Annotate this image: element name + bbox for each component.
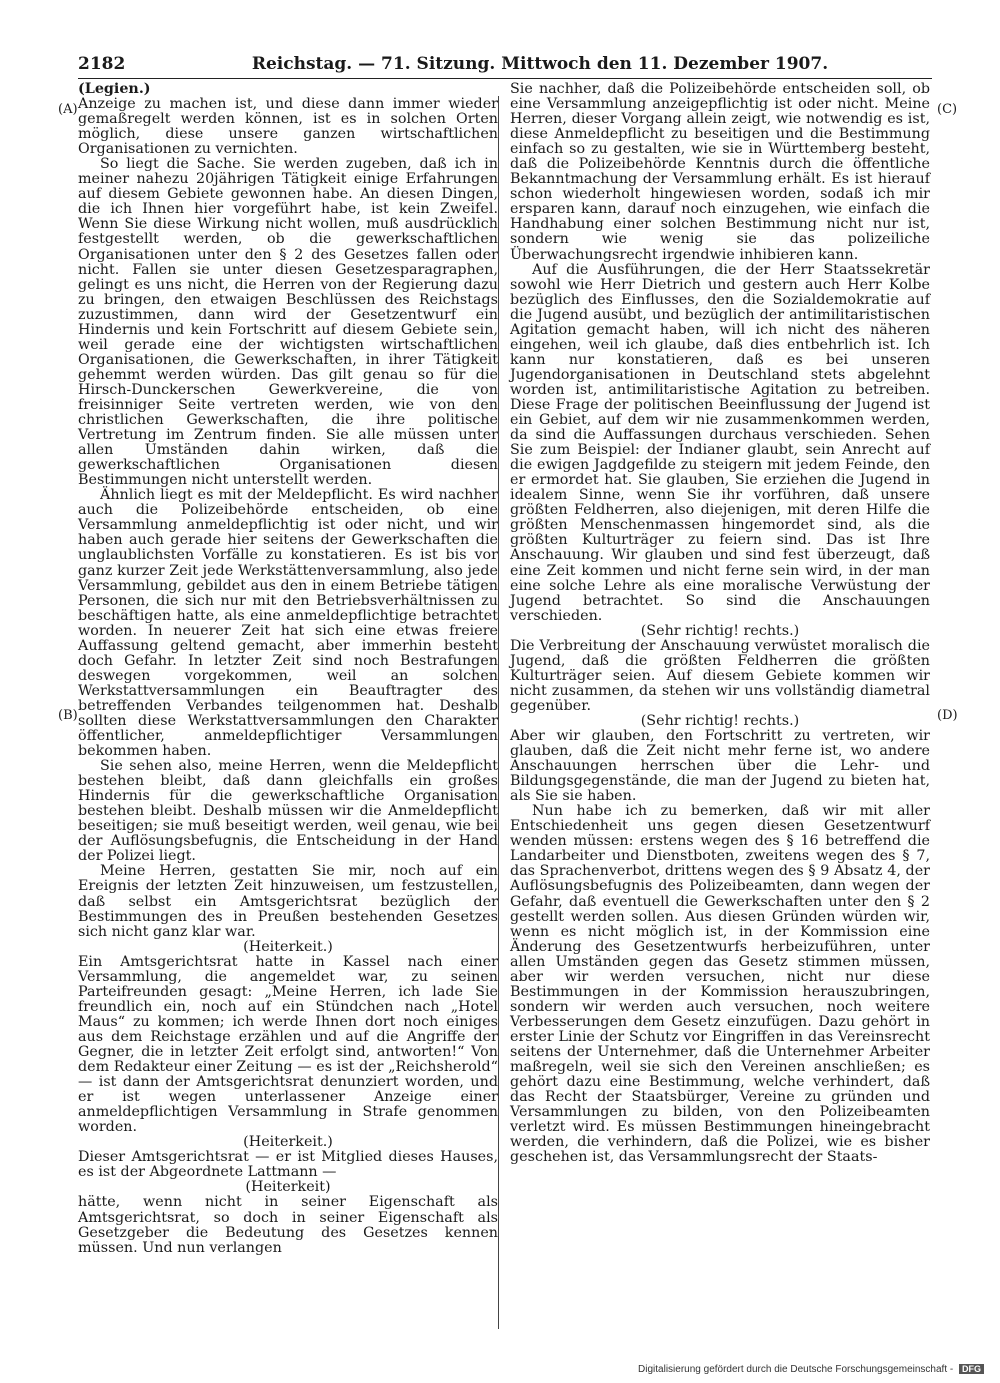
paragraph: Sie nachher, daß die Polizeibehörde entscheiden soll, ob eine Versammlung anzeigepflichtig ist oder nicht. Meine Herren, dieser Vorgang allein zeigt, wie notwendig es ist, diese Anmeldepflicht zu beseitigen und die Bestimmung einfach so zu gestalten, wie sie in Württemberg besteht, daß die Polizeibehörde Kenntnis durch die öffentliche Bekanntmachung der Versammlung erhält. Es ist hierauf schon wiederholt hingewiesen worden, sodaß ich mir ersparen kann, darauf noch einzugehen, wie einfach die Handhabung einer solchen Bestimmung nicht nur ist, sondern wie wenig sie das polizeiliche Überwachungsrecht irgendwie inhibieren kann. xyxy=(510,81,930,263)
paragraph: So liegt die Sache. Sie werden zugeben, daß ich in meiner nahezu 20jährigen Tätigkeit einige Erfahrungen auf diesem Gebiete gewonnen habe. An diesen Dingen, die ich Ihnen hier vorgeführt habe, ist kein Zweifel. Wenn Sie diese Wirkung nicht wollen, muß ausdrücklich festgestellt werden, ob die gewerkschaftlichen Organisationen unter den § 2 des Gesetzes fallen oder nicht. Fallen sie unter diesen Gesetzesparagraphen, gelingt es uns nicht, die Herren von der Regierung dazu zu bringen, den etwaigen Beschlüssen des Reichstags zuzustimmen, dann wird der Gesetzentwurf ein Hindernis und kein Fortschritt auf diesem Gebiete sein, weil gerade eine der wichtigsten wirtschaftlichen Organisationen, die Gewerkschaften, in ihrer Tätigkeit gehemmt werden würden. Das gilt genau so für die Hirsch-Dunckerschen Gewerkvereine, die von freisinniger Seite vertreten werden, wie von den christlichen Gewerkschaften, die ihre politische Vertretung im Zentrum finden. Sie alle müssen unter allen Umständen dahin wirken, daß die gewerkschaftlichen Organisationen diesen Bestimmungen nicht unterstellt werden. xyxy=(78,156,498,489)
interjection: (Sehr richtig! rechts.) xyxy=(640,712,800,729)
margin-marker-a: (A) xyxy=(58,102,78,117)
paragraph: Anzeige zu machen ist, und diese dann immer wieder gemaßregelt werden können, ist es in solchen Orten möglich, diese unsere ganzen wirtschaftlichen Organisationen zu vernichten. xyxy=(78,96,498,158)
interjection: (Heiterkeit.) xyxy=(243,1134,333,1151)
interjection: (Heiterkeit.) xyxy=(243,938,333,955)
paragraph: Dieser Amtsgerichtsrat — er ist Mitglied dieses Hauses, es ist der Abgeordnete Lattmann — xyxy=(78,1149,498,1181)
paragraph: Auf die Ausführungen, die der Herr Staatssekretär sowohl wie Herr Dietrich und gestern auch Herr Kolbe bezüglich des Einflusses, den die Sozialdemokratie auf die Jugend ausübt, und bezüglich der antimilitaristischen Agitation gemacht haben, will ich nicht des näheren eingehen, weil ich glaube, daß dies entbehrlich ist. Ich kann nur konstatieren, daß es bei unseren Jugendorganisationen in Deutschland stets abgelehnt worden ist, antimilitaristische Agitation zu betreiben. Diese Frage der politischen Beeinflussung der Jugend ist ein Gebiet, auf dem wir nie zusammenkommen werden, da sind die Auffassungen durchaus verschieden. Sehen Sie zum Beispiel: der Indianer glaubt, sein Anrecht auf die ewigen Jagdgefilde zu steigern mit jedem Feinde, den er ermordet hat. Sie glauben, Sie erziehen die Jugend in idealem Sinne, wenn Sie ihr vorführen, daß unsere größten Feldherren, also diejenigen, mit deren Hilfe die größten Menschenmassen hingemordet sind, als die größten Kulturträger zu feiern sind. Das ist Ihre Anschauung. Wir glauben und sind fest überzeugt, daß eine Zeit kommen und nicht ferne sein wird, in der man eine solche Lehre als eine moralische Verwüstung der Jugend betrachtet. So sind die Anschauungen verschieden. xyxy=(510,261,930,624)
interjection: (Heiterkeit) xyxy=(245,1179,331,1196)
page-number: 2182 xyxy=(78,54,126,74)
paragraph: hätte, wenn nicht in seiner Eigenschaft als Amtsgerichtsrat, so doch in seiner Eigenschaft als Gesetzgeber die Bedeutung des Gesetzes kennen müssen. Und nun verlangen xyxy=(78,1194,498,1256)
paragraph: Sie sehen also, meine Herren, wenn die Meldepflicht bestehen bleibt, daß dann gleichfalls ein großes Hindernis für die gewerkschaftliche Organisation bestehen bleibt. Deshalb müssen wir die Anmeldepflicht beseitigen; sie muß beseitigt werden, weil genau, wie bei der Auflösungsbefugnis, die Entscheidung in der Hand der Polizei liegt. xyxy=(78,758,498,865)
dfg-logo: DFG xyxy=(959,1364,984,1374)
paragraph: Die Verbreitung der Anschauung verwüstet moralisch die Jugend, daß die größten Feldherren die größten Kulturträger seien. Auf diesem Gebiete kommen wir nicht zusammen, da stehen wir uns vollständig diametral gegenüber. xyxy=(510,637,930,714)
paragraph: Meine Herren, gestatten Sie mir, noch auf ein Ereignis der letzten Zeit hinzuweisen, um festzustellen, daß selbst ein Amtsgerichtsrat bezüglich der Bestimmungen des in Preußen bestehenden Gesetzes sich nicht ganz klar war. xyxy=(78,863,498,940)
margin-marker-c: (C) xyxy=(937,102,958,117)
speaker-name: (Legien.) xyxy=(78,81,151,97)
margin-marker-b: (B) xyxy=(58,708,78,723)
left-column xyxy=(78,82,498,1256)
paragraph: Nun habe ich zu bemerken, daß wir mit aller Entschiedenheit uns gegen diesen Gesetzentwurf wenden müssen: erstens wegen des § 16 betreffend die Landarbeiter und Dienstboten, zweitens wegen des § 7, das Sprachenverbot, drittens wegen des § 9 Absatz 4, der Auflösungsbefugnis des Polizeibeamten, dann wegen der Gefahr, daß eventuell die Gewerkschaften unter den § 2 gestellt werden sollen. Aus diesen Gründen würden wir, wenn es nicht möglich ist, in der Kommission eine Änderung des Gesetzentwurfs herbeizuführen, unter allen Umständen gegen das Gesetz stimmen müssen, aber wir werden versuchen, nicht nur diese Bestimmungen in der Kommission herauszubringen, sondern wir werden auch versuchen, noch weitere Verbesserungen dem Gesetz einzufügen. Dazu gehört in erster Linie der Schutz vor Eingriffen in das Vereinsrecht seitens der Unternehmer, daß die Unternehmer Arbeiter maßregeln, weil sie sich den Vereinen anschließen; es gehört dazu eine Bestimmung, welche verhindert, daß das Recht der Staatsbürger, Vereine zu gründen und Versammlungen zu bilden, von den Polizeibeamten verletzt wird. Es müssen Bestimmungen hineingebracht werden, die verhindern, daß die Polizei, wie es bisher geschehen ist, das Versammlungsrecht der Staats- xyxy=(510,803,930,1166)
right-column xyxy=(510,82,930,1165)
column-divider xyxy=(498,96,499,1329)
running-title: Reichstag. — 71. Sitzung. Mittwoch den 11. Dezember 1907. xyxy=(251,54,829,74)
page-footer xyxy=(638,1364,984,1375)
paragraph: Aber wir glauben, den Fortschritt zu vertreten, wir glauben, daß die Zeit nicht mehr ferne ist, wo andere Anschauungen herrschen über die Lehr- und Bildungsgegenstände, die man der Jugend zu bieten hat, als Sie sie haben. xyxy=(510,728,930,805)
footer-credit: Digitalisierung gefördert durch die Deutsche Forschungsgemeinschaft - xyxy=(638,1364,954,1375)
interjection: (Sehr richtig! rechts.) xyxy=(640,622,800,639)
page-header xyxy=(78,52,932,79)
margin-marker-d: (D) xyxy=(937,708,958,723)
paragraph: Ähnlich liegt es mit der Meldepflicht. Es wird nachher auch die Polizeibehörde entscheiden, ob eine Versammlung anmeldepflichtig ist oder nicht, und wir haben auch gerade hier seitens der Gewerkschaften die unglaublichsten Vorfälle zu konstatieren. Es ist bis vor ganz kurzer Zeit jede Werkstättenversammlung, also jede Versammlung, gebildet aus den in einem Betriebe tätigen Personen, die sich nur mit den Betriebsverhältnissen zu beschäftigen hatte, als eine anmeldepflichtige betrachtet worden. In neuerer Zeit hat sich eine etwas freiere Auffassung geltend gemacht, aber immerhin besteht doch Gefahr. In letzter Zeit sind noch Bestrafungen deswegen vorgekommen, weil an solchen Werkstattversammlungen ein Beauftragter des betreffenden Verbandes teilgenommen hat. Deshalb sollten diese Werkstattversammlungen den Charakter öffentlicher, anmeldepflichtiger Versammlungen bekommen haben. xyxy=(78,487,498,760)
paragraph: Ein Amtsgerichtsrat hatte in Kassel nach einer Versammlung, die angemeldet war, zu seinen Parteifreunden gesagt: „Meine Herren, ich lade Sie freundlich ein, noch auf ein Stündchen nach „Hotel Maus“ zu kommen; ich werde Ihnen dort noch einiges aus dem Reichstage erzählen und auf die Angriffe der Gegner, die in letzter Zeit erfolgt sind, antworten!“ Von dem Redakteur einer Zeitung — es ist der „Reichsherold“ — ist dann der Amtsgerichtsrat denunziert worden, und er ist wegen unterlassener Anzeige einer anmeldepflichtigen Versammlung in Strafe genommen worden. xyxy=(78,953,498,1136)
